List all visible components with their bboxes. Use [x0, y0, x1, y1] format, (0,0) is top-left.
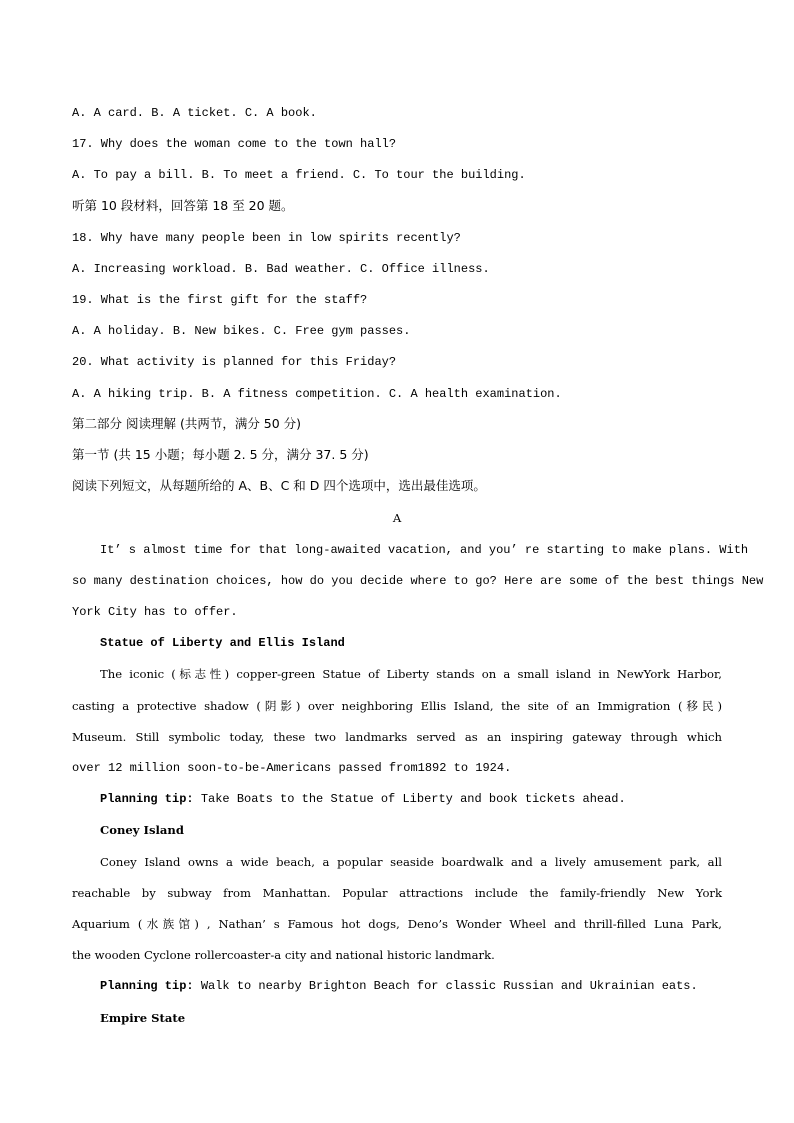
statue-line-4: over 12 million soon-to-be-Americans passed from1892 to 1924.: [72, 761, 512, 775]
coney-line-3: Aquarium (水族馆) , Nathan’ s Famous hot dogs, Deno’s Wonder Wheel and thrill-filled Luna Park,: [72, 917, 722, 931]
statue-line-3: Museum. Still symbolic today, these two landmarks served as an inspiring gateway through which: [72, 730, 722, 744]
planning-tip-text: Walk to nearby Brighton Beach for classic Russian and Ukrainian eats.: [193, 979, 698, 993]
planning-tip-label: Planning tip:: [100, 979, 194, 993]
q20-question: 20. What activity is planned for this Friday?: [72, 355, 397, 369]
reading-instruction: 阅读下列短文，从每题所给的 A、B、C 和 D 四个选项中，选出最佳选项。: [72, 478, 486, 493]
planning-tip-2: [100, 978, 722, 994]
coney-line-4: the wooden Cyclone rollercoaster-a city and national historic landmark.: [72, 948, 495, 962]
passage-letter: A: [392, 511, 402, 525]
statue-line-2: casting a protective shadow (阴影) over neighboring Ellis Island, the site of an Immigration (移民): [72, 699, 722, 713]
intro-line-1: It’ s almost time for that long-awaited vacation, and you’ re starting to make plans. With: [100, 543, 749, 557]
empire-heading: Empire State: [100, 1011, 186, 1025]
statue-line-1: The iconic (标志性) copper-green Statue of Liberty stands on a small island in NewYork Harbor,: [100, 667, 722, 681]
intro-line-2: so many destination choices, how do you decide where to go? Here are some of the best things New: [72, 574, 764, 588]
coney-heading: Coney Island: [100, 823, 184, 837]
q17-options: A. To pay a bill. B. To meet a friend. C. To tour the building.: [72, 168, 526, 182]
q16-options: A. A card. B. A ticket. C. A book.: [72, 106, 317, 120]
q20-options: A. A hiking trip. B. A fitness competition. C. A health examination.: [72, 387, 562, 401]
coney-line-2: reachable by subway from Manhattan. Popular attractions include the family-friendly New York: [72, 886, 722, 900]
section-1-heading: 第一节 (共 15 小题；每小题 2. 5 分，满分 37. 5 分): [72, 447, 369, 462]
q18-options: A. Increasing workload. B. Bad weather. C. Office illness.: [72, 262, 490, 276]
part-2-heading: 第二部分 阅读理解 (共两节，满分 50 分): [72, 416, 302, 431]
section-10-heading: 听第 10 段材料，回答第 18 至 20 题。: [72, 198, 294, 213]
q19-question: 19. What is the first gift for the staff?: [72, 293, 368, 307]
intro-line-3: York City has to offer.: [72, 605, 238, 619]
planning-tip-label: Planning tip:: [100, 792, 194, 806]
q19-options: A. A holiday. B. New bikes. C. Free gym passes.: [72, 324, 411, 338]
coney-line-1: Coney Island owns a wide beach, a popular seaside boardwalk and a lively amusement park, all: [100, 855, 722, 869]
planning-tip-text: Take Boats to the Statue of Liberty and book tickets ahead.: [193, 792, 626, 806]
statue-heading: Statue of Liberty and Ellis Island: [100, 636, 345, 650]
planning-tip-1: [100, 791, 722, 807]
q17-question: 17. Why does the woman come to the town hall?: [72, 137, 397, 151]
q18-question: 18. Why have many people been in low spirits recently?: [72, 231, 461, 245]
